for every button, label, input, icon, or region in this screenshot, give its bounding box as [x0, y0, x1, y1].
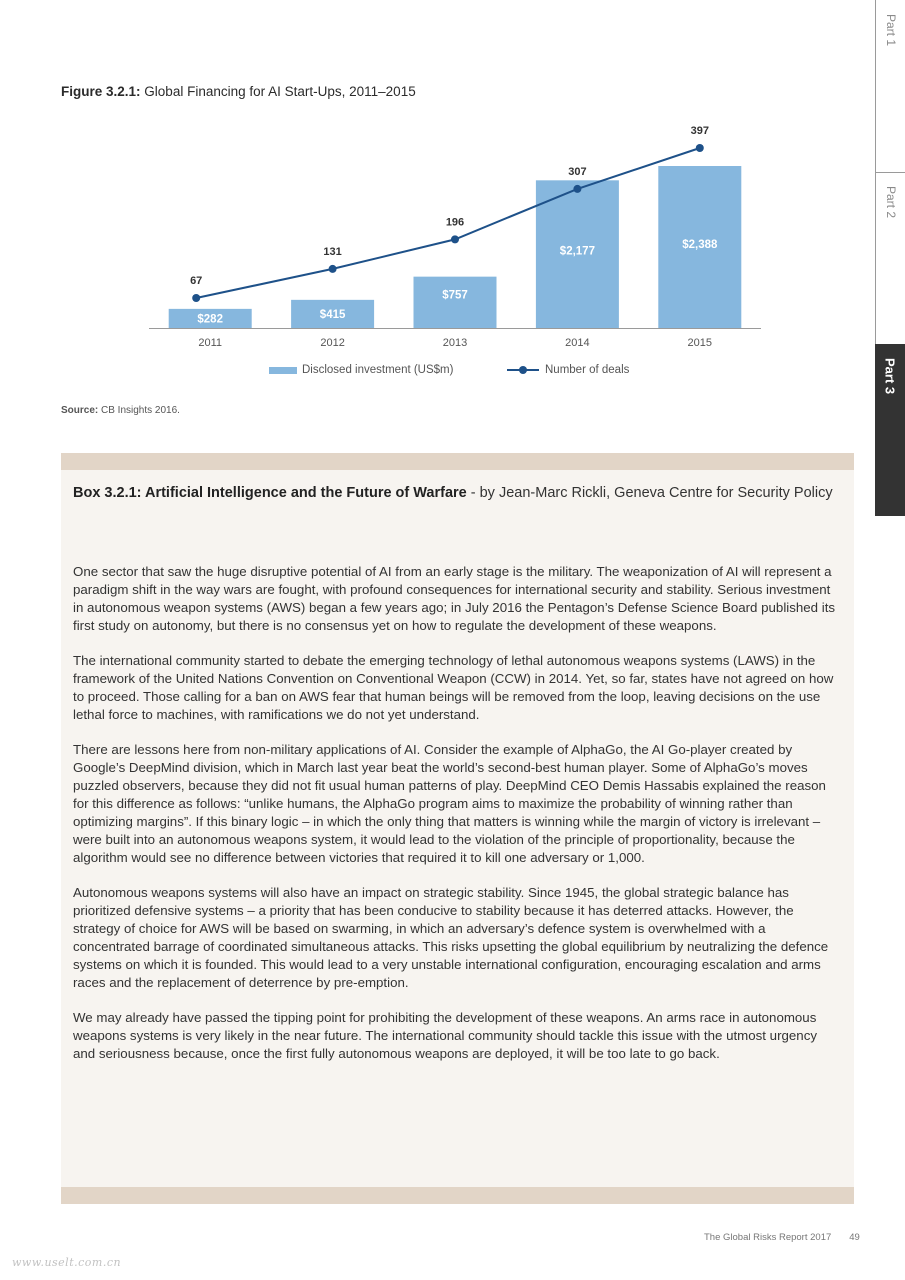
bar-value-label-2013: $757: [442, 289, 468, 302]
watermark: www.uselt.com.cn: [12, 1256, 122, 1269]
legend-item-deals: [507, 364, 629, 376]
figure-title-text: Global Financing for AI Start-Ups, 2011–2015: [144, 84, 416, 99]
deals-point-2012: [329, 265, 337, 273]
tab-part-3-label: Part 3: [882, 358, 898, 395]
footer-report-title: The Global Risks Report 2017: [704, 1232, 832, 1243]
deals-point-2014: [573, 185, 581, 193]
box-title: [73, 483, 838, 503]
legend-bar-swatch: [269, 367, 297, 374]
x-tick-label-2012: 2012: [320, 337, 345, 349]
box-paragraph: We may already have passed the tipping point for prohibiting the development of these weapons. An arms race in autonomous weapons systems is very likely in the near future. The international community should tackle this issue with the utmost urgency and seriousness because, once the first fully autonomous weapons are deployed, it will be too late to go back.: [73, 1010, 817, 1061]
page-footer: [704, 1232, 860, 1243]
x-tick-label-2015: 2015: [687, 337, 713, 349]
deals-point-2013: [451, 235, 459, 243]
tab-part-3[interactable]: [875, 344, 905, 516]
figure-source: [61, 405, 180, 416]
legend-line-swatch: [507, 365, 539, 375]
bar-value-label-2015: $2,388: [682, 239, 718, 251]
deals-value-label-2013: 196: [445, 216, 465, 229]
box-paragraph: One sector that saw the huge disruptive potential of AI from an early stage is the military. The weaponization of AI will represent a paradigm shift in the way wars are fought, with profound consequences for international security and stability. Serious investment in autonomous weapon systems (AWS) began a few years ago; in July 2016 the Pentagon’s Defense Science Board published its first study on autonomy, but there is no consensus yet on how to regulate the development of these weapons.: [73, 564, 836, 633]
figure-label: Figure 3.2.1:: [61, 84, 141, 99]
deals-point-2011: [192, 294, 200, 302]
box-top-band: [61, 453, 854, 470]
legend-item-investment: [269, 364, 453, 376]
box-paragraph: The international community started to debate the emerging technology of lethal autonomous weapons systems (LAWS) in the framework of the United Nations Convention on Conventional Weapon (CCW) in 2014. Yet, so far, states have not agreed on how to proceed. Those calling for a ban on AWS fear that human beings will be removed from the loop, leaving decisions on the use lethal force to machines, with ramifications we do not yet understand.: [73, 653, 834, 722]
x-tick-label-2013: 2013: [442, 337, 468, 349]
box-3-2-1: [61, 453, 854, 1204]
tab-part-2[interactable]: [875, 172, 905, 344]
box-paragraph: Autonomous weapons systems will also have an impact on strategic stability. Since 1945, the global strategic balance has prioritized defensive systems – a priority that has been conducive to stability because it has deterred attacks. However, the strategy of choice for AWS will be based on swarming, in which an adversary’s defence system is overwhelmed with a concentrated barrage of coordinated simultaneous attacks. This risks upsetting the global equilibrium by neutralizing the defence systems on which it is founded. This would lead to a very unstable international configuration, encouraging escalation and arms races and the replacement of deterrence by pre-emption.: [73, 885, 829, 990]
legend-investment-label: Disclosed investment (US$m): [302, 364, 454, 376]
figure-title: [61, 84, 416, 99]
deals-value-label-2011: 67: [190, 275, 203, 287]
tab-part-1[interactable]: [875, 0, 905, 173]
source-text: CB Insights 2016.: [98, 405, 180, 416]
box-body: [73, 563, 841, 1080]
bar-2013: [414, 277, 497, 328]
box-title-strong: Box 3.2.1: Artificial Intelligence and the Future of Warfare: [73, 485, 467, 501]
source-label: Source:: [61, 405, 99, 416]
tab-part-2-label: Part 2: [884, 186, 898, 219]
x-tick-label-2011: 2011: [198, 337, 223, 349]
legend-deals-label: Number of deals: [545, 364, 630, 376]
deals-value-label-2015: 397: [690, 125, 709, 137]
x-tick-label-2014: 2014: [565, 337, 590, 349]
box-bottom-band: [61, 1187, 854, 1204]
bar-value-label-2011: $282: [197, 313, 223, 326]
box-title-author: - by Jean-Marc Rickli, Geneva Centre for Security Policy: [466, 485, 833, 501]
deals-value-label-2012: 131: [323, 245, 342, 258]
bar-value-label-2012: $415: [319, 308, 346, 321]
page-number: 49: [849, 1232, 860, 1243]
tab-part-1-label: Part 1: [884, 14, 898, 47]
deals-value-label-2014: 307: [568, 165, 587, 178]
deals-point-2015: [696, 144, 704, 152]
box-paragraph: There are lessons here from non-military applications of AI. Consider the example of AlphaGo, the AI Go-player created by Google’s DeepMind division, which in March last year beat the world’s second-best human player. Some of AlphaGo’s moves puzzled observers, because they did not fit usual human patterns of play. DeepMind CEO Demis Hassabis explained the reason for this difference as follows: “unlike humans, the AlphaGo program aims to maximize the probability of winning rather than optimizing margins”. If this binary logic – in which the only thing that matters is winning while the margin of victory is irrelevant – were built into an autonomous weapons system, it would lead to the violation of the principle of proportionality, because the algorithm would see no difference between victories that required it to kill one adversary or 1,000.: [73, 742, 826, 865]
financing-chart: [0, 110, 860, 355]
bar-value-label-2014: $2,177: [559, 245, 595, 258]
